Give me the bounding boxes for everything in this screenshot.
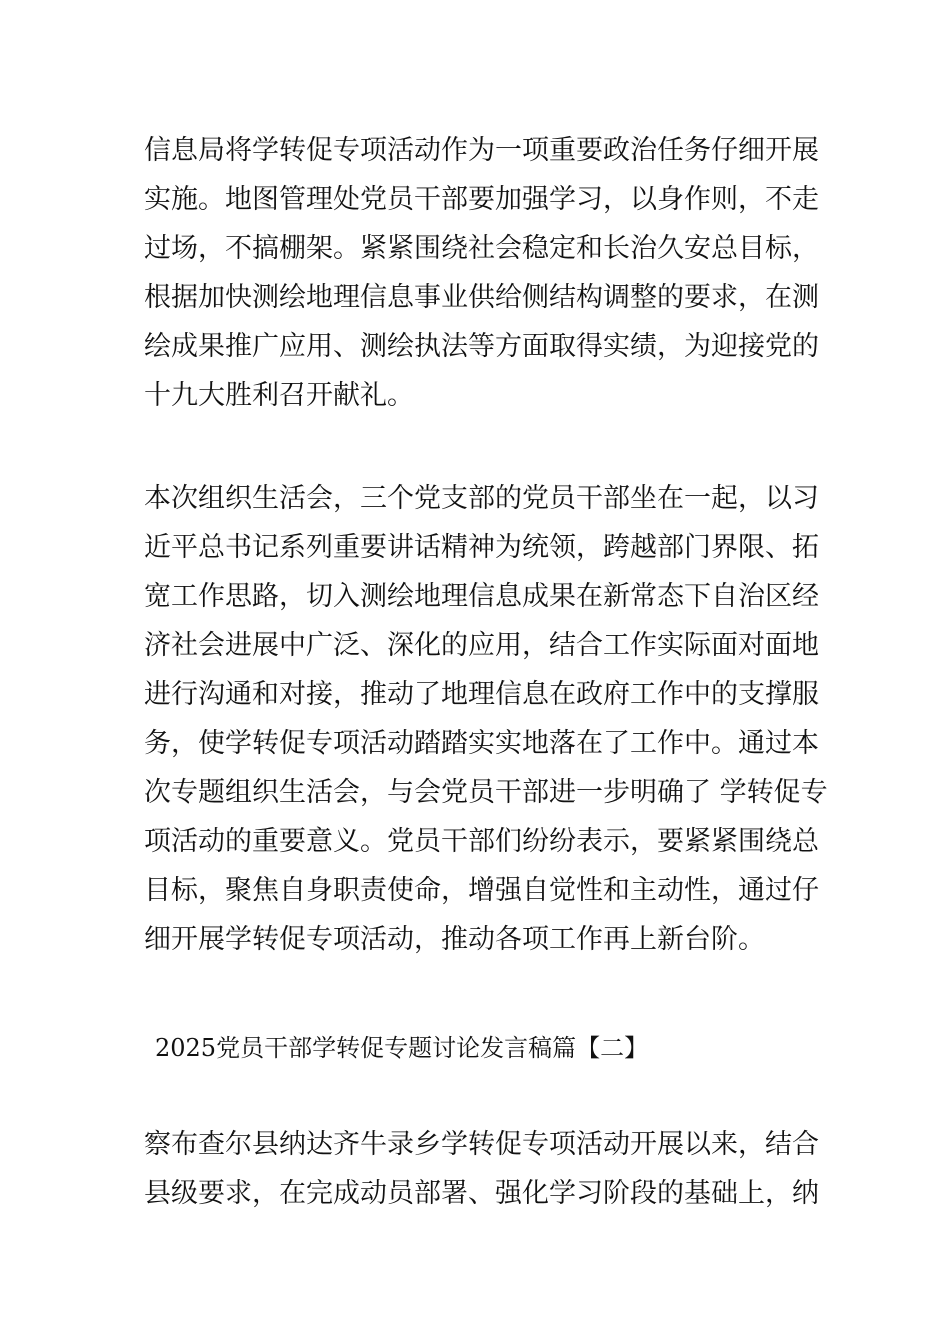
paragraph-1 [144,126,819,420]
paragraph-line: 细开展学转促专项活动，推动各项工作再上新台阶。 [144,924,765,955]
paragraph-line: 绘成果推广应用、测绘执法等方面取得实绩，为迎接党的 [144,331,819,362]
paragraph-line: 实施。地图管理处党员干部要加强学习，以身作则，不走 [144,184,819,215]
paragraph-line: 察布查尔县纳达齐牛录乡学转促专项活动开展以来，结合 [144,1129,819,1160]
paragraph-line: 次专题组织生活会，与会党员干部进一步明确了 学转促专 [144,777,828,808]
paragraph-line: 宽工作思路，切入测绘地理信息成果在新常态下自治区经 [144,581,819,612]
paragraph-line: 本次组织生活会，三个党支部的党员干部坐在一起，以习 [144,483,819,514]
paragraph-line: 过场，不搞棚架。紧紧围绕社会稳定和长治久安总目标， [144,233,819,264]
paragraph-line: 济社会进展中广泛、深化的应用，结合工作实际面对面地 [144,630,819,661]
section-heading: 2025党员干部学转促专题讨论发言稿篇【二】 [155,1034,649,1062]
paragraph-line: 近平总书记系列重要讲话精神为统领，跨越部门界限、拓 [144,532,819,563]
paragraph-2 [144,474,828,964]
paragraph-line: 根据加快测绘地理信息事业供给侧结构调整的要求，在测 [144,282,819,313]
paragraph-line: 项活动的重要意义。党员干部们纷纷表示，要紧紧围绕总 [144,826,819,857]
paragraph-line: 进行沟通和对接，推动了地理信息在政府工作中的支撑服 [144,679,819,710]
paragraph-line: 目标，聚焦自身职责使命，增强自觉性和主动性，通过仔 [144,875,819,906]
paragraph-line: 信息局将学转促专项活动作为一项重要政治任务仔细开展 [144,135,819,166]
paragraph-3 [144,1120,819,1218]
paragraph-line: 十九大胜利召开献礼。 [144,380,414,411]
paragraph-line: 县级要求，在完成动员部署、强化学习阶段的基础上，纳 [144,1178,819,1209]
paragraph-line: 务，使学转促专项活动踏踏实实地落在了工作中。通过本 [144,728,819,759]
